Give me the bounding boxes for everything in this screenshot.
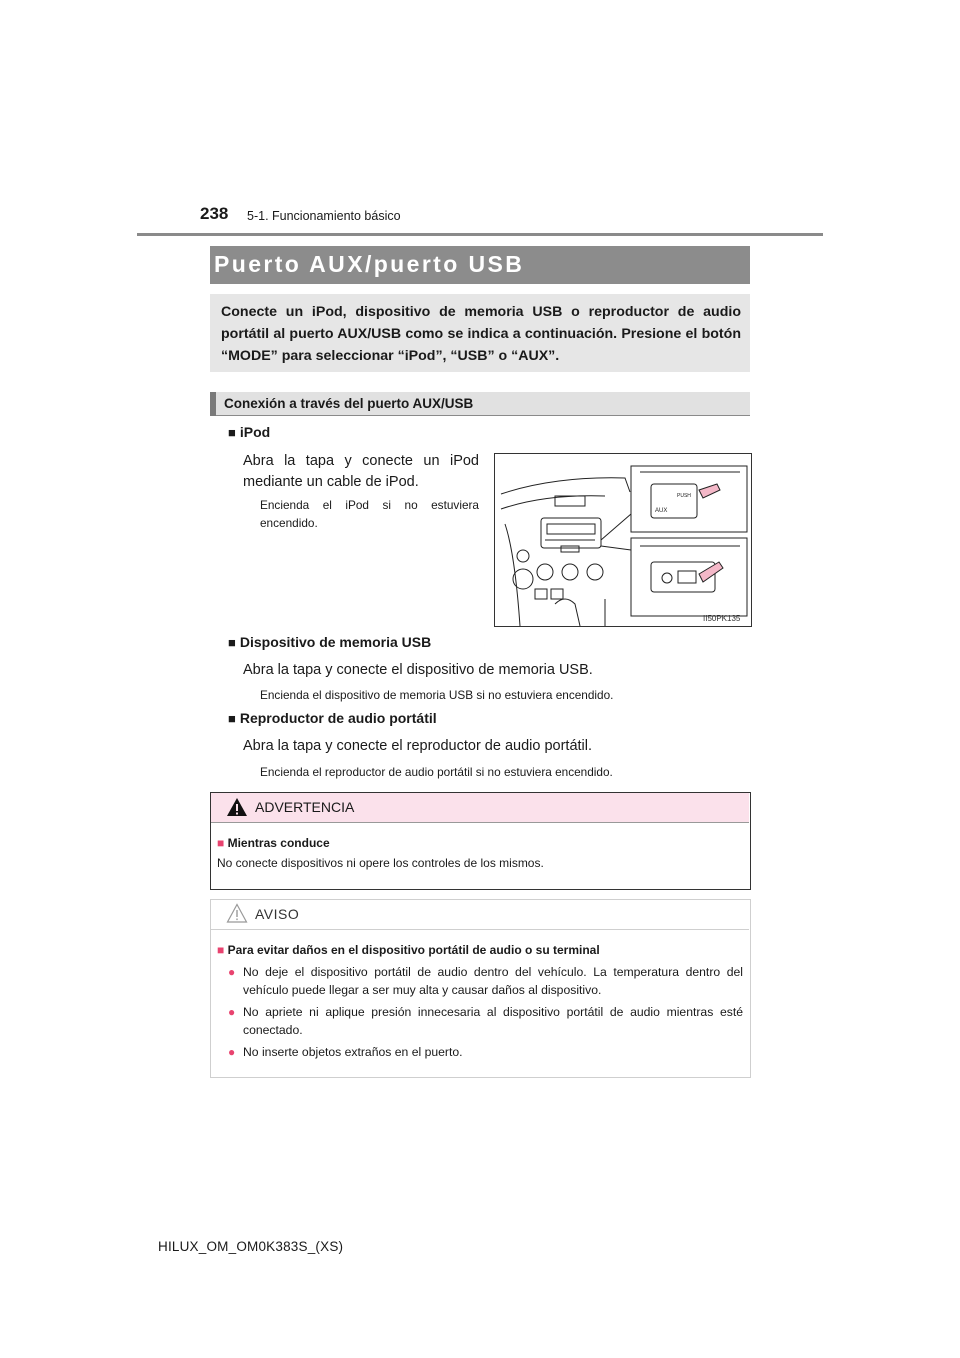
item-title-audio: ■ Reproductor de audio portátil	[228, 710, 437, 726]
round-bullet-icon: ●	[228, 1005, 236, 1019]
push-label: PUSH	[677, 493, 691, 499]
header-rule	[137, 233, 823, 236]
round-bullet-icon: ●	[228, 1045, 236, 1059]
square-bullet-icon: ■	[217, 943, 228, 957]
notice-point: ● No inserte objetos extraños en el puerto.	[228, 1045, 463, 1059]
square-bullet-icon: ■	[228, 635, 236, 650]
notice-point: ● No deje el dispositivo portátil de audio dentro del vehículo. La temperatura dentro del vehículo puede llegar a ser muy alta y causar daños al dispositivo.	[228, 965, 743, 997]
item-text-usb: Abra la tapa y conecte el dispositivo de memoria USB.	[243, 662, 593, 678]
subheading-marker	[210, 392, 216, 416]
notice-point: ● No apriete ni aplique presión innecesaria al dispositivo portátil de audio mientras esté conectado.	[228, 1005, 743, 1037]
caution-triangle-icon	[226, 903, 248, 928]
subheading: Conexión a través del puerto AUX/USB	[224, 396, 474, 411]
notice-title: AVISO	[255, 906, 300, 922]
item-title-ipod: ■ iPod	[228, 424, 271, 440]
warning-body: No conecte dispositivos ni opere los controles de los mismos.	[217, 856, 544, 870]
item-note-usb: Encienda el dispositivo de memoria USB si no estuviera encendido.	[260, 688, 614, 702]
item-note-ipod: Encienda el iPod si no estuviera encendido.	[260, 498, 479, 530]
intro-text: Conecte un iPod, dispositivo de memoria USB o reproductor de audio portátil al puerto AUX/USB como se indica a continuación. Presione el botón “MODE” para seleccionar “iPod”, “USB” o “AUX”.	[221, 304, 741, 364]
square-bullet-icon: ■	[217, 836, 228, 850]
item-text-audio: Abra la tapa y conecte el reproductor de audio portátil.	[243, 738, 593, 754]
dashboard-illustration	[494, 453, 752, 627]
item-note-audio: Encienda el reproductor de audio portátil si no estuviera encendido.	[260, 765, 613, 779]
warning-subheading: ■ Mientras conduce	[217, 836, 330, 850]
warning-triangle-icon	[226, 797, 248, 822]
page-title: Puerto AUX/puerto USB	[214, 251, 525, 277]
warning-title: ADVERTENCIA	[255, 799, 355, 815]
section-label: 5-1. Funcionamiento básico	[247, 209, 401, 223]
dashboard-port-drawing	[495, 454, 751, 626]
footer-code: HILUX_OM_OM0K383S_(XS)	[158, 1239, 344, 1254]
round-bullet-icon: ●	[228, 965, 236, 979]
square-bullet-icon: ■	[228, 425, 236, 440]
page-number: 238	[200, 204, 229, 223]
item-title-usb: ■ Dispositivo de memoria USB	[228, 634, 432, 650]
figure-code: II50PK135	[703, 614, 741, 623]
aux-label: AUX	[655, 508, 668, 514]
item-text-ipod: Abra la tapa y conecte un iPod mediante un cable de iPod.	[243, 453, 479, 490]
square-bullet-icon: ■	[228, 711, 236, 726]
notice-subheading: ■ Para evitar daños en el dispositivo portátil de audio o su terminal	[217, 943, 600, 957]
